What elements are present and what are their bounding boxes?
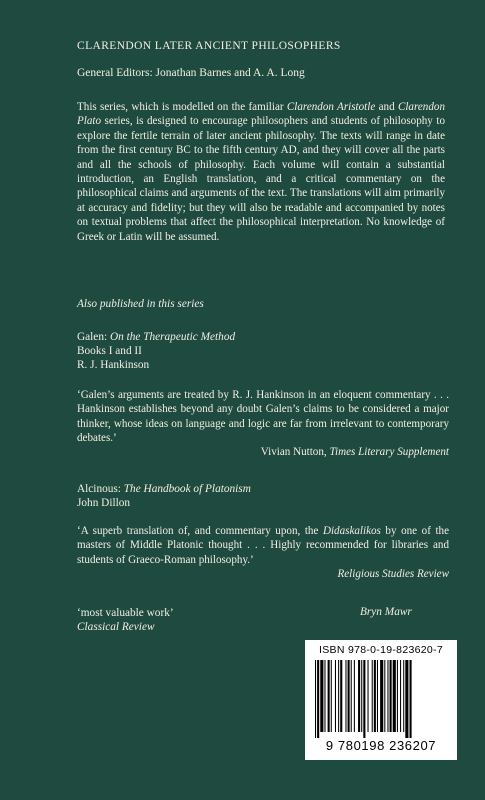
barcode-bar [380,660,383,732]
review-quote-alcinous [77,524,449,581]
barcode-bar [331,660,332,732]
barcode-bar [387,660,388,732]
book-entry-galen [77,330,235,373]
attribution-source: Times Literary Supplement [329,446,449,459]
series-title: CLARENDON LATER ANCIENT PHILOSOPHERS [77,40,341,52]
barcode-bar [377,660,378,732]
intro-text-1: This series, which is modelled on the familiar [77,101,287,113]
barcode-bar [405,660,408,738]
quote-italic: Didaskalikos [322,525,381,537]
barcode-digits: 9 780198 236207 [325,738,437,753]
barcode-bar [374,660,376,732]
book-subtitle: Books I and II [77,345,142,358]
barcode-bar [348,660,350,732]
quote-text: ‘Galen’s arguments are treated by R. J. Hankinson in an eloquent commentary . . . Hankinson establishes beyond any doubt Galen’s claims to be considered a major thinker, whose ideas on language and logic are far from irrelevant to contemporary debates.’ [77,389,449,444]
book-editor: John Dillon [77,497,131,510]
barcode-bar [335,660,336,732]
barcode-bar [351,660,352,732]
most-valuable-quote [77,606,174,635]
barcode-bar [363,660,365,738]
isbn-number: ISBN 978-0-19-823620-7 [319,644,443,656]
barcode-bar [358,660,360,732]
isbn-barcode [305,640,457,760]
general-editors: General Editors: Jonathan Barnes and A. A. Long [77,67,305,79]
barcode-bar [384,660,385,732]
barcode-bar [390,660,392,732]
intro-text-3: series, is designed to encourage philosophers and students of philosophy to explore the fertile terrain of later ancient philosophy. The texts will range in date from the first century BC to the fifth century AD, and they will cover all the parts and all the schools of philosophy. Each volume will contain a substantial introduction, an English translation, and a critical commentary on the philosophical claims and arguments of the text. The translations will aim primarily at accuracy and fidelity; but they will also be readable and accompanied by notes on textual problems that affect the philosophical interpretation. No knowledge of Greek or Latin will be assumed. [77,115,445,243]
also-published-heading: Also published in this series [77,298,204,310]
barcode-bar [368,660,369,732]
barcode-bar [340,660,342,732]
barcode-bar [324,660,325,732]
barcode-bar [320,660,323,732]
intro-text-2: and [375,101,398,113]
book-author: Alcinous: [77,483,124,495]
intro-italic-1: Clarendon Aristotle [286,101,376,113]
attribution-source: Religious Studies Review [337,567,449,580]
attribution-name: Vivian Nutton, [260,446,330,459]
barcode-bar [393,660,396,732]
series-description [77,100,445,244]
book-title: On the Therapeutic Method [109,331,236,343]
barcode-bars [313,660,449,738]
barcode-bar [345,660,346,732]
barcode-bar [315,660,316,738]
bryn-mawr-attribution: Bryn Mawr [360,606,412,618]
mv-quote-text: ‘most valuable work’ [77,607,174,619]
quote-text-2: by one of the masters of Middle Platonic thought . . . Highly recommended for libraries and students of Graeco-Roman philosophy.’ [77,525,449,566]
barcode-bar [403,660,404,732]
barcode-bar [354,660,355,732]
book-title: The Handbook of Platonism [123,483,251,495]
barcode-bar [397,660,398,732]
book-editor: R. J. Hankinson [77,359,150,372]
quote-attribution [77,445,449,459]
book-author: Galen: [77,331,110,343]
book-entry-alcinous [77,482,251,510]
review-quote-galen [77,388,449,459]
intro-italic-2: Clarendon Plato [77,101,445,128]
barcode-bar [410,660,412,738]
barcode-bar [400,660,401,732]
quote-attribution [77,567,449,581]
barcode-bar [328,660,330,732]
barcode-bar [361,660,362,732]
barcode-bar [338,660,339,732]
mv-source: Classical Review [77,621,155,634]
barcode-bar [372,660,373,732]
quote-text-1: ‘A superb translation of, and commentary upon, the [77,525,323,537]
barcode-bar [317,660,319,738]
